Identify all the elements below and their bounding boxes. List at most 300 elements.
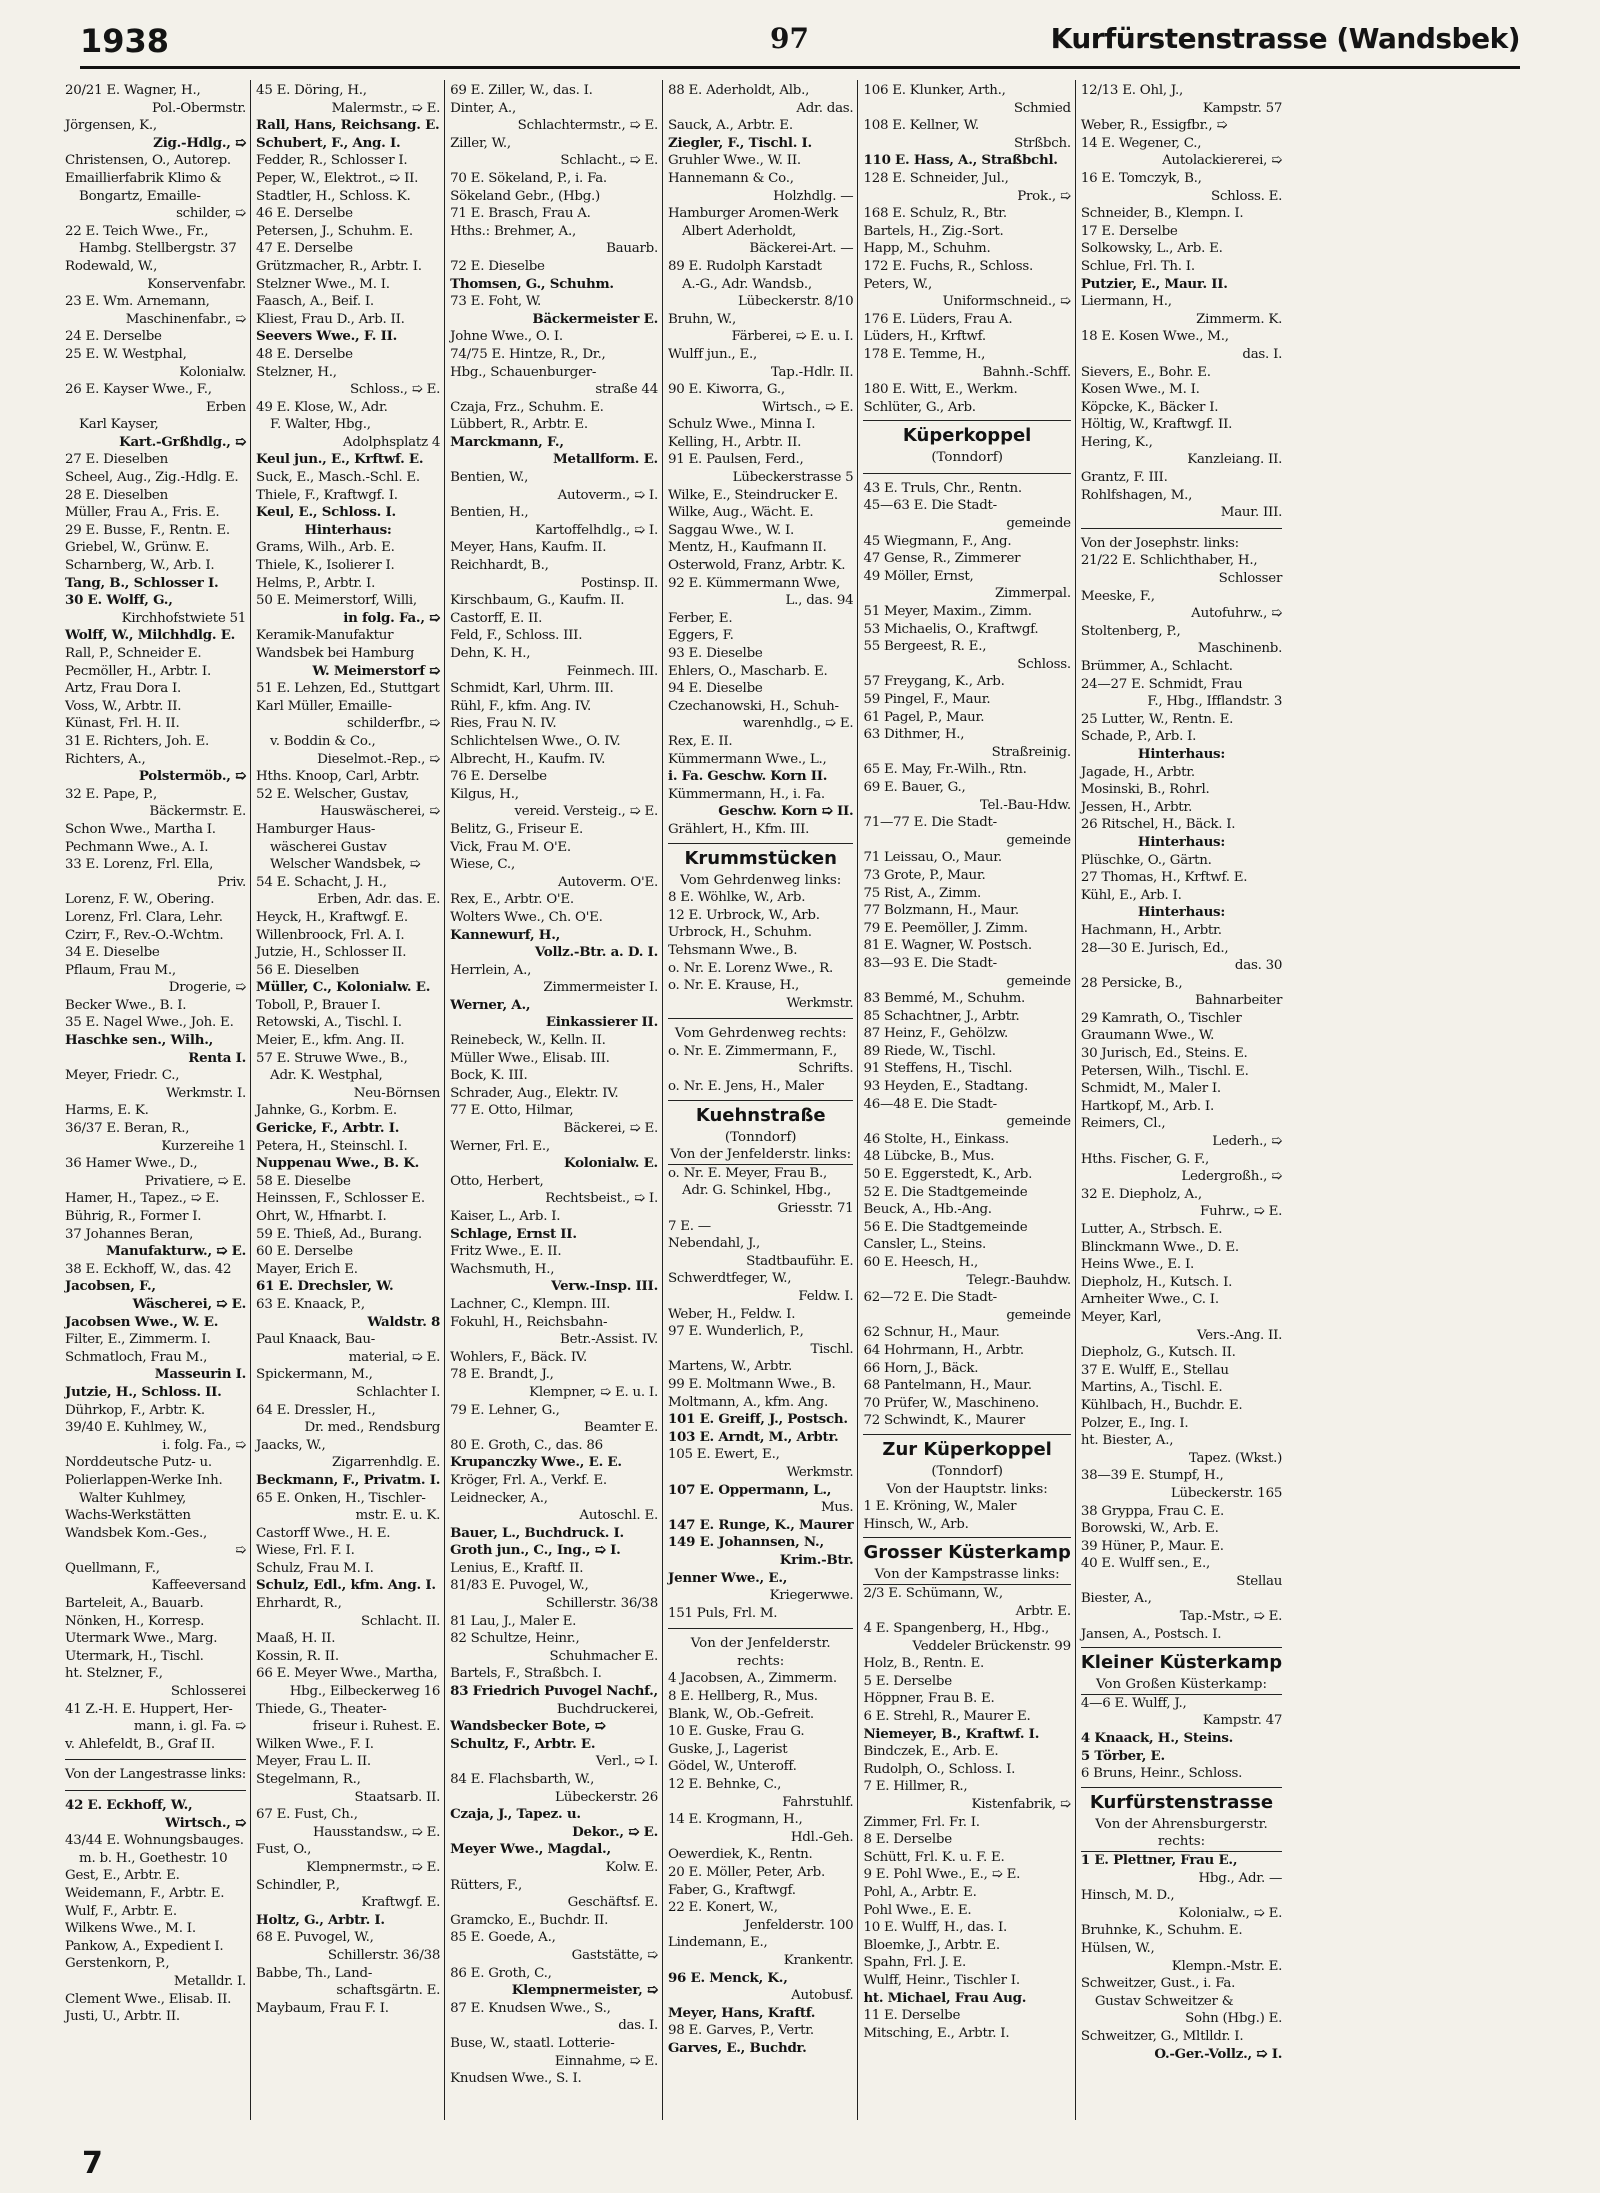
directory-entry: Pecmöller, H., Arbtr. I. [65,663,211,679]
directory-entry: Hbg., Eilbeckerweg 16 [289,1684,441,1700]
directory-entry: Privatiere, ➯ E. [144,1173,247,1189]
directory-entry: Spickermann, M., [256,1367,373,1383]
directory-entry: gemeinde [1006,973,1071,989]
directory-entry: Karl Kayser, [79,417,159,433]
directory-entry: 77 Bolzmann, H., Maur. [863,903,1019,919]
directory-entry: Richters, A., [65,751,146,767]
directory-entry: 59 E. Thieß, Ad., Burang. [256,1226,422,1242]
directory-entry: 47 Gense, R., Zimmerer [863,551,1021,567]
directory-entry: 7 E. — [667,1218,711,1234]
directory-entry: material, ➯ E. [348,1349,441,1365]
directory-entry: Schlichtelsen Wwe., O. IV. [450,733,621,749]
directory-entry: Jahnke, G., Korbm. E. [256,1103,397,1119]
directory-entry: 6 E. Strehl, R., Maurer E. [863,1709,1031,1725]
directory-entry: 14 E. Krogmann, H., [667,1812,803,1828]
directory-entry: Arnheiter Wwe., C. I. [1080,1292,1219,1308]
directory-entry: Blinckmann Wwe., D. E. [1080,1239,1239,1255]
directory-entry: Gerstenkorn, P., [65,1956,170,1972]
directory-entry: Bäckermeister E. [532,310,658,327]
directory-entry: 9 E. Pohl Wwe., E., ➯ E. [863,1867,1021,1883]
directory-entry: Norddeutsche Putz- u. [65,1455,212,1471]
directory-entry: ht. Michael, Frau Aug. [863,1989,1027,2006]
directory-entry: Adolphsplatz 4 [342,434,441,450]
section-subtitle: (Tonndorf) [931,1463,1003,1479]
directory-entry: 6 Bruns, Heinr., Schloss. [1080,1766,1243,1782]
directory-entry: Hamer, H., Tapez., ➯ E. [65,1191,220,1207]
directory-entry: Postinsp. II. [580,575,658,591]
directory-entry: Hinterhaus: [304,521,392,538]
directory-entry: 65 E. May, Fr.-Wilh., Rtn. [863,762,1027,778]
directory-entry: Renta I. [188,1049,247,1066]
directory-entry: Rall, Hans, Reichsang. E. [256,117,440,134]
directory-entry: 70 Prüfer, W., Maschineno. [863,1395,1040,1411]
directory-entry: 12 E. Urbrock, W., Arb. [667,907,820,923]
directory-entry: 46 Stolte, H., Einkass. [863,1131,1009,1147]
directory-column [857,80,1074,2120]
directory-entry: Geschw. Korn ➯ II. [718,803,854,820]
directory-entry: 93 Heyden, E., Stadtang. [863,1079,1029,1095]
directory-entry: Stelzner Wwe., M. I. [256,276,390,292]
directory-entry: Ries, Frau N. IV. [450,716,557,732]
directory-entry: Cansler, L., Steins. [863,1237,986,1253]
directory-entry: Ohrt, W., Hfnarbt. I. [256,1209,387,1224]
directory-entry: Klempnermstr., ➯ E. [306,1859,441,1875]
directory-entry: Ziller, W., [450,135,511,151]
directory-entry: Schloss., ➯ E. [349,382,441,398]
directory-entry: Meyer, Karl, [1080,1309,1162,1325]
directory-entry: 16 E. Tomczyk, B., [1080,170,1202,186]
directory-entry: 33 E. Lorenz, Frl. Ella, [65,857,214,873]
directory-entry: Drogerie, ➯ [168,980,247,996]
section-subtitle: Von der Jenfelderstr. [690,1636,831,1652]
directory-entry: 4 Knaack, H., Steins. [1080,1730,1234,1747]
directory-entry: Krim.-Btr. [779,1551,854,1568]
directory-entry: das. 30 [1234,958,1283,974]
directory-entry: 107 E. Oppermann, L., [667,1481,832,1498]
directory-entry: Peters, W., [863,276,933,292]
directory-entry: 89 E. Rudolph Karstadt [667,258,822,274]
directory-entry: Gödel, W., Unteroff. [667,1759,797,1775]
directory-entry: 88 E. Aderholdt, Alb., [667,83,810,98]
directory-entry: Jagade, H., Arbtr. [1080,764,1195,780]
directory-entry: Jenner Wwe., E., [667,1569,788,1586]
directory-entry: Schlüter, G., Arb. [863,399,976,415]
directory-entry: Lübeckerstr. 26 [555,1789,658,1805]
directory-entry: Pol.-Obermstr. [151,100,247,116]
directory-entry: 180 E. Witt, E., Werkm. [863,382,1018,398]
directory-entry: Einkassierer II. [545,1014,658,1031]
directory-entry: 39/40 E. Kuhlmey, W., [65,1420,207,1436]
directory-entry: Lübeckerstrasse 5 [732,470,854,486]
directory-entry: 168 E. Schulz, R., Btr. [863,206,1007,222]
directory-entry: Jenfelderstr. 100 [744,1917,854,1933]
directory-entry: Liermann, H., [1080,294,1172,310]
directory-entry: Schloss. [1017,656,1071,672]
directory-entry: 98 E. Garves, P., Vertr. [667,2023,814,2039]
directory-entry: Beamter E. [584,1420,658,1436]
directory-entry: Waldstr. 8 [367,1313,441,1330]
directory-entry: Grählert, H., Kfm. III. [667,821,810,837]
directory-entry: 37 Johannes Beran, [65,1226,194,1242]
directory-entry: Leidnecker, A., [450,1490,548,1506]
directory-entry: 61 Pagel, P., Maur. [863,709,985,725]
directory-entry: Biester, A., [1080,1591,1152,1607]
section-note: Von Großen Küsterkamp: [1081,1676,1282,1695]
directory-entry: 17 E. Derselbe [1080,223,1178,239]
directory-entry: Von der Langestrasse links: [65,1767,247,1783]
directory-entry: wäscherei Gustav [270,839,387,855]
directory-entry: Autoverm., ➯ I. [557,487,658,503]
directory-entry: gemeinde [1006,1307,1071,1323]
street-section-title: Kurfürstenstrasse [1081,1787,1282,1816]
directory-entry: Dührkop, F., Arbtr. K. [65,1402,205,1418]
directory-entry: 84 E. Flachsbarth, W., [450,1772,595,1787]
directory-entry: Rechtsbeist., ➯ I. [545,1191,658,1207]
directory-entry: Jacobsen Wwe., W. E. [65,1313,219,1330]
directory-entry: Wilke, E., Steindrucker E. [667,487,838,503]
directory-entry: Bäckermstr. E. [149,804,247,820]
directory-entry: Adr. das. [796,100,854,116]
directory-entry: 8 E. Hellberg, R., Mus. [667,1689,818,1705]
directory-entry: Pohl, A., Arbtr. E. [863,1885,977,1900]
directory-column [250,80,444,2120]
directory-entry: 147 E. Runge, K., Maurer [667,1516,854,1533]
directory-entry: Schwerdtfeger, W., [667,1271,792,1287]
directory-entry: Hdl.-Geh. [790,1829,854,1845]
section-divider [668,1628,853,1629]
directory-entry: Hinterhaus: [1137,745,1226,762]
directory-entry: 8 E. Wöhlke, W., Arb. [667,890,806,906]
directory-entry: 62 Schnur, H., Maur. [863,1325,1000,1341]
directory-entry: Gest, E., Arbtr. E. [65,1868,180,1884]
directory-entry: Buchdruckerei, [556,1701,658,1717]
directory-entry: 7 E. Hillmer, R., [863,1779,968,1795]
directory-entry: 87 E. Knudsen Wwe., S., [450,2000,611,2016]
directory-entry: Kümmermann, H., i. Fa. [667,786,825,802]
directory-entry: Haschke sen., Wilh., [65,1032,214,1049]
directory-entry: Verl., ➯ I. [595,1754,658,1770]
directory-entry: 28—30 E. Jurisch, Ed., [1080,940,1229,956]
directory-entry: Holtz, G., Arbtr. I. [256,1911,385,1928]
directory-entry: 58 E. Dieselbe [256,1173,351,1189]
directory-entry: 93 E. Dieselbe [667,646,763,661]
directory-column [60,80,250,2120]
directory-entry: 57 Freygang, K., Arb. [863,674,1005,690]
directory-entry: 41 Z.-H. E. Huppert, Her- [65,1701,233,1717]
directory-entry: Dinter, A., [450,100,516,116]
directory-entry: Autolackiererei, ➯ [1162,153,1283,169]
directory-entry: 5 E. Derselbe [863,1673,952,1689]
directory-entry: Becker Wwe., B. I. [65,997,187,1013]
directory-entry: Lorenz, F. W., Obering. [65,892,215,908]
directory-entry: Pechmann Wwe., A. I. [65,839,209,855]
directory-entry: 39 Hüner, P., Maur. E. [1080,1538,1224,1554]
directory-entry: Müller, C., Kolonialw. E. [256,979,431,996]
section-subtitle: (Tonndorf) [931,450,1003,466]
directory-entry: Diepholz, H., Kutsch. I. [1080,1274,1233,1290]
directory-entry: Kanzleiang. II. [1187,452,1283,468]
directory-entry: Guske, J., Lagerist [667,1741,788,1757]
directory-entry: 73 E. Foht, W. [450,294,542,310]
directory-entry: Stoltenberg, P., [1080,623,1181,639]
directory-entry: Kolonialw. [179,364,247,380]
section-note: Von der Jenfelderstr. links: [668,1146,853,1165]
directory-entry: Utermark, H., Tischl. [65,1648,204,1664]
directory-entry: ht. Biester, A., [1080,1433,1174,1449]
directory-entry: Ehrhardt, R., [256,1596,342,1612]
directory-entry: Fust, O., [256,1842,312,1858]
directory-entry: Johne Wwe., O. I. [450,329,563,345]
directory-entry: Czaja, Frz., Schuhm. E. [450,399,604,415]
directory-entry: 53 Michaelis, O., Kraftwgf. [863,621,1039,637]
directory-entry: 25 E. W. Westphal, [65,346,187,362]
directory-entry: 45 Wiegmann, F., Ang. [863,533,1012,549]
directory-entry: 42 E. Eckhoff, W., [65,1797,193,1813]
directory-entry: Schlacht., ➯ E. [560,153,658,169]
directory-entry: Emaillierfabrik Klimo & [65,170,222,186]
directory-entry: Moltmann, A., kfm. Ang. [667,1394,828,1410]
directory-entry: Thomsen, G., Schuhm. [450,275,614,292]
directory-entry: 49 Möller, Ernst, [863,568,974,584]
directory-entry: warenhdlg., ➯ E. [742,716,854,732]
directory-entry: o. Nr. E. Meyer, Frau B., [667,1165,827,1181]
directory-entry: Schuhmacher E. [549,1648,658,1664]
directory-entry: Künast, Frl. H. II. [65,716,180,732]
directory-entry: 92 E. Kümmermann Wwe, [667,575,840,591]
directory-entry: Eggers, F. [667,628,734,644]
directory-entry: schaftsgärtn. E. [336,1983,441,1999]
directory-entry: Schlue, Frl. Th. I. [1080,258,1195,274]
directory-entry: 60 E. Heesch, H., [863,1255,978,1270]
directory-entry: Hths. Knoop, Carl, Arbtr. [256,769,420,785]
directory-entry: Bruhn, W., [667,311,737,327]
directory-entry: Marckmann, F., [450,433,564,450]
directory-entry: Wulff, Heinr., Tischler I. [863,1972,1020,1988]
directory-entry: 54 E. Schacht, J. H., [256,874,387,890]
directory-entry: 38 Gryppa, Frau C. E. [1080,1503,1225,1519]
directory-entry: Hinterhaus: [1137,833,1226,850]
directory-entry: Autobusf. [791,1988,854,2004]
directory-entry: Martens, W., Arbtr. [667,1359,793,1375]
street-section-title: Krummstücken [668,843,853,872]
directory-entry: Schloss. E. [1210,188,1283,204]
directory-entry: 20/21 E. Wagner, H., [65,83,201,98]
directory-entry: 172 E. Fuchs, R., Schloss. [863,258,1033,274]
section-divider [1081,528,1282,529]
directory-entry: Werkmstr. [786,995,854,1011]
directory-entry: L., das. 94 [785,593,854,609]
directory-entry: Kraftwgf. E. [361,1895,441,1911]
directory-entry: Wohlers, F., Bäck. IV. [450,1349,587,1365]
directory-entry: Clement Wwe., Elisab. II. [65,1991,232,2007]
directory-entry: 10 E. Guske, Frau G. [667,1724,805,1740]
directory-entry: Schillerstr. 36/38 [327,1947,441,1963]
directory-entry: 94 E. Dieselbe [667,681,763,697]
directory-entry: Polstermöb., ➯ [138,768,247,785]
directory-entry: Welscher Wandsbek, ➯ [270,857,421,873]
directory-entry: i. folg. Fa., ➯ [162,1437,247,1453]
directory-entry: 18 E. Kosen Wwe., M., [1080,329,1229,345]
directory-entry: Kirschbaum, G., Kaufm. II. [450,593,625,609]
directory-entry: 108 E. Kellner, W. [863,118,979,134]
directory-entry: 27 E. Dieselben [65,452,168,468]
directory-entry: 55 Bergeest, R. E., [863,639,987,655]
directory-entry: Jacobsen, F., [65,1278,156,1295]
directory-entry: 51 E. Lehzen, Ed., Stuttgart [256,681,440,697]
directory-entry: 110 E. Hass, A., Straßbchl. [863,152,1058,169]
directory-entry: Meyer, Friedr. C., [65,1068,180,1084]
directory-entry: 128 E. Schneider, Jul., [863,170,1009,186]
directory-entry: Schade, P., Arb. I. [1080,729,1197,745]
directory-entry: Hinsch, M. D., [1080,1888,1175,1904]
directory-entry: Schneider, B., Klempn. I. [1080,206,1244,222]
directory-entry: 99 E. Moltmann Wwe., B. [667,1376,836,1392]
directory-entry: 30 Jurisch, Ed., Steins. E. [1080,1046,1248,1062]
directory-entry: Rühl, F., kfm. Ang. IV. [450,698,592,714]
directory-entry: 82 Schultze, Heinr., [450,1631,580,1647]
directory-entry: 14 E. Wegener, C., [1080,135,1202,151]
directory-entry: Rex, E., Arbtr. O'E. [450,892,574,908]
directory-entry: 87 Heinz, F., Gehölzw. [863,1026,1009,1042]
directory-entry: Kosen Wwe., M. I. [1080,382,1200,398]
street-section-title: Küperkoppel [863,420,1070,449]
directory-entry: Kurzereihe 1 [161,1138,247,1154]
directory-entry: 65 E. Onken, H., Tischler- [256,1490,426,1506]
directory-entry: Petera, H., Steinschl. I. [256,1138,408,1154]
directory-entry: 24—27 E. Schmidt, Frau [1080,676,1243,692]
section-divider [863,473,1070,474]
directory-entry: 60 E. Derselbe [256,1244,353,1260]
directory-entry: Hausstandsw., ➯ E. [313,1824,441,1840]
directory-entry: Polzer, E., Ing. I. [1080,1415,1189,1431]
directory-entry: 20 E. Möller, Peter, Arb. [667,1865,826,1880]
directory-entry: 2/3 E. Schümann, W., [863,1585,1003,1601]
directory-entry: Keul, E., Schloss. I. [256,504,396,521]
directory-entry: Jörgensen, K., [65,118,157,134]
directory-entry: mstr. E. u. K. [355,1508,441,1524]
directory-entry: Maschinenb. [1197,641,1283,657]
directory-entry: 178 E. Temme, H., [863,346,986,362]
directory-entry: Fritz Wwe., E. II. [450,1244,562,1260]
directory-entry: 77 E. Otto, Hilmar, [450,1103,574,1119]
directory-entry: Wiese, C., [450,857,515,873]
directory-entry: Thiele, F., Kraftwgf. I. [256,487,398,503]
directory-entry: 86 E. Groth, C., [450,1965,552,1981]
directory-entry: F., Hbg., Ifflandstr. 3 [1147,694,1283,710]
directory-entry: 64 E. Dressler, H., [256,1402,376,1418]
directory-entry: Kühl, E., Arb. I. [1080,887,1182,903]
directory-entry: 43/44 E. Wohnungsbauges. [65,1833,244,1849]
directory-entry: 34 E. Dieselbe [65,945,160,961]
directory-entry: Mus. [820,1500,854,1516]
directory-entry: Lenius, E., Kraftf. II. [450,1560,584,1576]
directory-entry: Schlachter I. [356,1384,441,1400]
directory-entry: Mentz, H., Kaufmann II. [667,540,827,556]
directory-entry: Spahn, Frl. J. E. [863,1955,967,1971]
directory-entry: 68 E. Puvogel, W., [256,1930,374,1946]
directory-entry: Tap.-Mstr., ➯ E. [1179,1609,1283,1625]
directory-entry: 40 E. Wulff sen., E., [1080,1556,1210,1572]
directory-entry: Schrader, Aug., Elektr. IV. [450,1085,619,1101]
directory-entry: Nönken, H., Korresp. [65,1613,205,1629]
directory-entry: 28 Persicke, B., [1080,975,1183,991]
directory-entry: Holzhdlg. — [773,188,854,204]
directory-entry: Bäckerei, ➯ E. [563,1121,658,1137]
directory-entry: Stegelmann, R., [256,1772,361,1787]
directory-entry: 50 E. Eggerstedt, K., Arb. [863,1167,1033,1183]
directory-entry: gemeinde [1006,1114,1071,1130]
directory-entry: Hamburger Aromen-Werk [667,206,839,222]
directory-entry: Betr.-Assist. IV. [560,1332,658,1348]
directory-entry: Bührig, R., Former I. [65,1209,202,1224]
directory-entry: Erben [206,399,247,415]
directory-entry: 74/75 E. Hintze, R., Dr., [450,346,606,362]
directory-entry: Bahnh.-Schff. [982,364,1071,380]
directory-entry: 78 E. Brandt, J., [450,1367,554,1383]
directory-entry: Straßreinig. [991,744,1071,760]
street-title: Kurfürstenstrasse (Wandsbek) [1050,22,1520,55]
directory-entry: v. Ahlefeldt, B., Graf II. [65,1736,215,1752]
directory-entry: 28 E. Dieselben [65,487,168,503]
directory-entry: Mitsching, E., Arbtr. I. [863,2025,1010,2041]
directory-entry: Artz, Frau Dora I. [65,681,182,697]
directory-entry: Weber, R., Essigfbr., ➯ [1080,118,1228,134]
directory-entry: Rall, P., Schneider E. [65,646,202,661]
directory-entry: Wachs-Werkstätten [65,1508,191,1524]
directory-entry: o. Nr. E. Krause, H., [667,978,800,994]
directory-entry: 83 Friedrich Puvogel Nachf., [450,1683,658,1700]
directory-entry: Hths.: Brehmer, A., [450,223,576,239]
directory-entry: Verw.-Insp. III. [551,1278,658,1295]
directory-entry: Kolw. E. [605,1859,658,1875]
directory-entry: 36 Hamer Wwe., D., [65,1156,198,1172]
directory-entry: Kümmermann Wwe., L., [667,751,827,767]
directory-entry: Hartkopf, M., Arb. I. [1080,1098,1214,1114]
directory-entry: 31 E. Richters, Joh. E. [65,733,210,749]
directory-entry: Jaacks, W., [256,1437,326,1453]
directory-entry: 71—77 E. Die Stadt- [863,815,997,831]
directory-entry: friseur i. Ruhest. E. [312,1719,441,1735]
section-subtitle: Vom Gehrdenweg links: [680,872,842,888]
directory-entry: 45 E. Döring, H., [256,83,367,98]
directory-entry: Müller Wwe., Elisab. III. [450,1050,610,1066]
directory-entry: Wolff, W., Milchhdlg. E. [65,627,236,644]
directory-entry: Feldw. I. [798,1289,854,1304]
directory-column [444,80,662,2120]
directory-entry: v. Boddin & Co., [270,733,376,749]
directory-entry: 25 Lutter, W., Rentn. E. [1080,711,1234,727]
directory-entry: 96 E. Menck, K., [667,1969,788,1986]
directory-entry: Wilken Wwe., F. I. [256,1736,374,1752]
directory-entry: 59 Pingel, F., Maur. [863,692,991,707]
directory-entry: Von der Josephstr. links: [1080,535,1239,551]
directory-entry: Schmatloch, Frau M., [65,1349,208,1365]
directory-entry: Keul jun., E., Krftwf. E. [256,451,424,468]
directory-entry: Nebendahl, J., [667,1236,761,1252]
directory-entry: 72 Schwindt, K., Maurer [863,1413,1025,1429]
directory-entry: 37 E. Wulff, E., Stellau [1080,1362,1229,1378]
directory-entry: Babbe, Th., Land- [256,1965,373,1981]
directory-entry: Masseurin I. [154,1366,247,1383]
directory-entry: Albert Aderholdt, [681,223,796,239]
directory-entry: Bartels, F., Straßbch. I. [450,1666,602,1682]
directory-entry: Lorenz, Frl. Clara, Lehr. [65,909,223,925]
directory-entry: Castorff Wwe., H. E. [256,1525,391,1541]
directory-entry: Kolonialw. E. [563,1155,658,1172]
directory-entry: m. b. H., Goethestr. 10 [79,1850,228,1866]
directory-entry: 56 E. Die Stadtgemeinde [863,1219,1028,1235]
directory-entry: 12/13 E. Ohl, J., [1080,83,1183,98]
